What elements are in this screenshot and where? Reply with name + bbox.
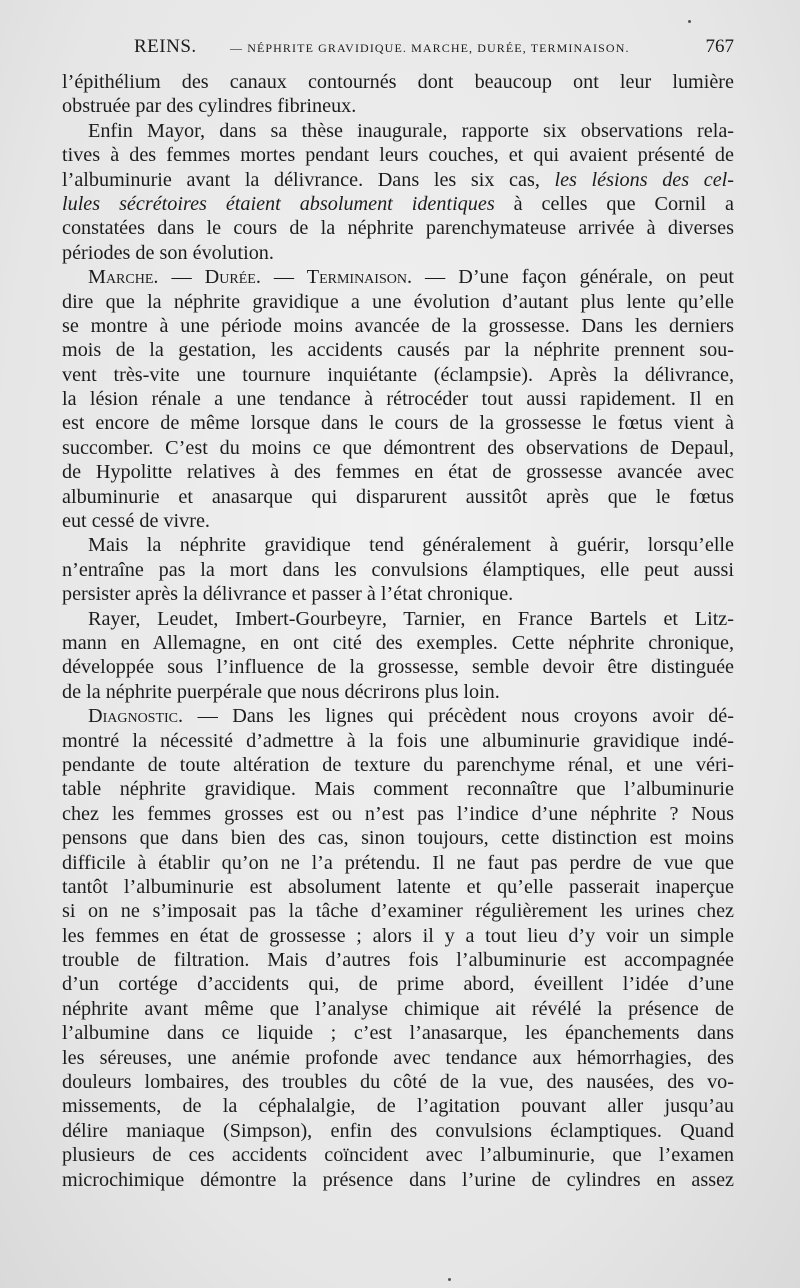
text-segment: table néphrite gravidique. Mais comment reconnaître que l’albuminurie bbox=[62, 778, 734, 801]
text-segment: plusieurs de ces accidents coïncident avec l’albuminurie, que l’examen bbox=[62, 1144, 734, 1167]
text-line bbox=[62, 485, 734, 509]
text-segment: l’albuminurie avant la délivrance. Dans les six cas, bbox=[62, 168, 555, 191]
text-segment: l’albumine dans ce liquide ; c’est l’anasarque, les épanchements dans bbox=[62, 1022, 734, 1045]
text-line bbox=[62, 143, 734, 167]
text-segment: trouble de filtration. Mais d’autres fois l’albuminurie est accompagnée bbox=[62, 949, 734, 972]
text-line bbox=[62, 875, 734, 899]
text-segment: d’un cortége d’accidents qui, de prime abord, éveillent l’idée d’une bbox=[62, 973, 734, 996]
text-line bbox=[62, 119, 734, 143]
text-segment: mois de la gestation, les accidents causés par la néphrite prennent sou- bbox=[62, 339, 734, 362]
text-segment: Mais la néphrite gravidique tend généralement à guérir, lorsqu’elle bbox=[88, 534, 734, 557]
text-line bbox=[62, 509, 734, 533]
text-segment: douleurs lombaires, des troubles du côté de la vue, des nausées, des vo- bbox=[62, 1071, 734, 1094]
text-line bbox=[62, 533, 734, 557]
text-line bbox=[62, 411, 734, 435]
text-segment: l’épithélium des canaux contournés dont beaucoup ont leur lumière bbox=[62, 71, 734, 93]
text-line bbox=[62, 558, 734, 582]
text-segment: les femmes en état de grossesse ; alors il y a tout lieu d’y voir un simple bbox=[62, 924, 734, 947]
text-segment: persister après la délivrance et passer à l’état chronique. bbox=[62, 583, 514, 606]
text-line bbox=[62, 899, 734, 923]
text-line bbox=[62, 948, 734, 972]
text-line bbox=[62, 607, 734, 631]
text-line bbox=[62, 1046, 734, 1070]
text-segment: la lésion rénale a une tendance à rétrocéder tout aussi rapidement. Il en bbox=[62, 388, 734, 411]
text-segment: chez les femmes grosses est ou n’est pas l’indice d’une néphrite ? Nous bbox=[62, 802, 734, 825]
text-line bbox=[62, 1094, 734, 1118]
text-segment: pensons que dans bien des cas, sinon toujours, cette distinction est moins bbox=[62, 827, 734, 850]
header-title: REINS. bbox=[134, 36, 197, 57]
text-segment: si on ne s’imposait pas la tâche d’examiner régulièrement les urines chez bbox=[62, 900, 734, 923]
text-line bbox=[62, 704, 734, 728]
text-line bbox=[62, 729, 734, 753]
text-segment: périodes de son évolution. bbox=[62, 241, 274, 264]
text-segment: constatées dans le cours de la néphrite parenchymateuse arrivée à diverses bbox=[62, 217, 734, 240]
text-segment: missements, de la céphalalgie, de l’agitation pouvant aller jusqu’au bbox=[62, 1095, 734, 1118]
text-line bbox=[62, 192, 734, 216]
text-line bbox=[62, 460, 734, 484]
text-line bbox=[62, 972, 734, 996]
text-line bbox=[62, 655, 734, 679]
page-number: 767 bbox=[705, 36, 734, 57]
section-heading: Diagnostic. bbox=[88, 705, 184, 728]
text-line bbox=[62, 802, 734, 826]
text-segment: développée sous l’influence de la grossesse, semble devoir être distinguée bbox=[62, 656, 734, 679]
running-header bbox=[62, 36, 734, 58]
text-segment: montré la nécessité d’admettre à la fois une albuminurie gravidique indé- bbox=[62, 729, 734, 752]
text-line bbox=[62, 753, 734, 777]
text-segment: Rayer, Leudet, Imbert-Gourbeyre, Tarnier, en France Bartels et Litz- bbox=[88, 607, 734, 630]
text-segment: eut cessé de vivre. bbox=[62, 510, 210, 533]
text-segment: mann en Allemagne, en ont cité des exemples. Cette néphrite chronique, bbox=[62, 631, 734, 654]
text-segment: les lésions des cel- bbox=[554, 168, 734, 191]
text-line bbox=[62, 94, 734, 118]
text-segment: difficile à établir qu’on ne l’a prétendu. Il ne faut pas perdre de vue que bbox=[62, 851, 734, 874]
text-segment: dire que la néphrite gravidique a une évolution d’autant plus lente qu’elle bbox=[62, 290, 734, 313]
text-segment: albuminurie et anasarque qui disparurent aussitôt après que le fœtus bbox=[62, 485, 734, 508]
text-line bbox=[62, 338, 734, 362]
text-line bbox=[62, 314, 734, 338]
text-segment: — D’une façon générale, on peut bbox=[412, 266, 734, 289]
text-segment: se montre à une période moins avancée de la grossesse. Dans les derniers bbox=[62, 314, 734, 337]
text-segment: délire maniaque (Simpson), enfin des convulsions éclamptiques. Quand bbox=[62, 1119, 734, 1142]
text-line bbox=[62, 851, 734, 875]
text-segment: néphrite avant même que l’analyse chimique ait révélé la présence de bbox=[62, 997, 734, 1020]
text-segment: de la néphrite puerpérale que nous décrirons plus loin. bbox=[62, 680, 500, 703]
text-segment: Enfin Mayor, dans sa thèse inaugurale, rapporte six observations rela- bbox=[88, 119, 734, 142]
text-segment: microchimique démontre la présence dans l’urine de cylindres en assez bbox=[62, 1168, 734, 1191]
text-line bbox=[62, 997, 734, 1021]
text-segment: tantôt l’albuminurie est absolument latente et qu’elle passerait inaperçue bbox=[62, 875, 734, 898]
section-heading: Marche. — Durée. — Terminaison. bbox=[88, 266, 413, 289]
body-text bbox=[62, 70, 734, 1192]
text-line bbox=[62, 265, 734, 289]
text-segment: à celles que Cornil a bbox=[494, 192, 734, 215]
text-line bbox=[62, 582, 734, 606]
text-segment: obstruée par des cylindres fibrineux. bbox=[62, 95, 357, 118]
text-segment: succomber. C’est du moins ce que démontrent des observations de Depaul, bbox=[62, 436, 734, 459]
text-segment: est encore de même lorsque dans le cours de la grossesse le fœtus vient à bbox=[62, 412, 734, 435]
text-line bbox=[62, 1119, 734, 1143]
text-line bbox=[62, 1021, 734, 1045]
text-line bbox=[62, 1143, 734, 1167]
text-line bbox=[62, 216, 734, 240]
text-line bbox=[62, 387, 734, 411]
text-segment: de Hypolitte relatives à des femmes en état de grossesse avancée avec bbox=[62, 461, 734, 484]
text-segment: vent très-vite une tournure inquiétante (éclampsie). Après la délivrance, bbox=[62, 363, 734, 386]
text-segment: lules sécrétoires étaient absolument identiques bbox=[62, 192, 495, 215]
text-line bbox=[62, 70, 734, 94]
text-line bbox=[62, 680, 734, 704]
text-line bbox=[62, 1168, 734, 1192]
text-segment: tives à des femmes mortes pendant leurs couches, et qui avaient présenté de bbox=[62, 144, 734, 167]
text-line bbox=[62, 168, 734, 192]
text-line bbox=[62, 826, 734, 850]
text-line bbox=[62, 1070, 734, 1094]
page-speck bbox=[688, 20, 691, 23]
text-line bbox=[62, 777, 734, 801]
text-segment: pendante de toute altération de texture du parenchyme rénal, et une véri- bbox=[62, 753, 734, 776]
text-segment: les séreuses, une anémie profonde avec tendance aux hémorrhagies, des bbox=[62, 1046, 734, 1069]
text-line bbox=[62, 924, 734, 948]
page-speck bbox=[448, 1278, 451, 1281]
text-line bbox=[62, 436, 734, 460]
text-line bbox=[62, 290, 734, 314]
text-segment: — Dans les lignes qui précèdent nous croyons avoir dé- bbox=[183, 705, 734, 728]
text-line bbox=[62, 241, 734, 265]
header-running-head: — NÉPHRITE GRAVIDIQUE. MARCHE, DURÉE, TERMINAISON. bbox=[230, 41, 630, 55]
text-segment: n’entraîne pas la mort dans les convulsions élamptiques, elle peut aussi bbox=[62, 558, 734, 581]
text-line bbox=[62, 631, 734, 655]
text-line bbox=[62, 363, 734, 387]
